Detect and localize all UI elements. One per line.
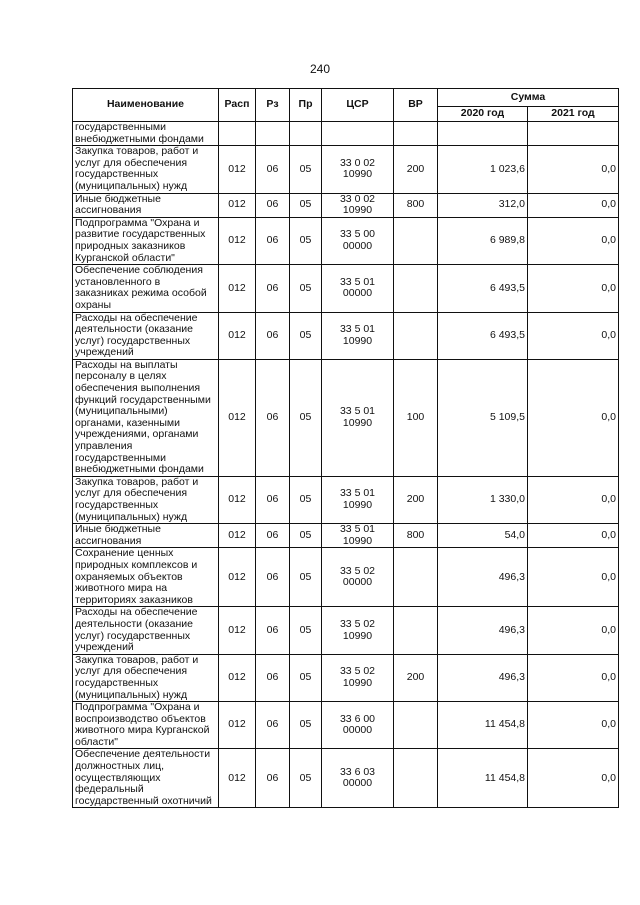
- row-name: Обеспечение соблюдения установленного в заказниках режима особой охраны: [73, 265, 219, 312]
- table-row: [73, 312, 619, 359]
- row-2021: 0,0: [528, 524, 619, 548]
- row-csr: 33 6 00 00000: [322, 702, 394, 749]
- header-rz: Рз: [256, 89, 290, 122]
- row-rasp: 012: [219, 476, 256, 523]
- row-2020: 11 454,8: [438, 702, 528, 749]
- row-2020: 6 493,5: [438, 312, 528, 359]
- row-csr: 33 5 01 00000: [322, 265, 394, 312]
- row-vr: [394, 122, 438, 146]
- row-2020: 496,3: [438, 548, 528, 607]
- row-2021: 0,0: [528, 548, 619, 607]
- page-number: 240: [309, 62, 331, 76]
- row-csr: 33 5 01 10990: [322, 359, 394, 476]
- row-2021: 0,0: [528, 146, 619, 193]
- row-2021: 0,0: [528, 702, 619, 749]
- table-row: [73, 265, 619, 312]
- row-rz: 06: [256, 193, 290, 217]
- header-vr: ВР: [394, 89, 438, 122]
- row-csr: [322, 122, 394, 146]
- row-2020: 5 109,5: [438, 359, 528, 476]
- row-vr: 800: [394, 193, 438, 217]
- table-row: [73, 654, 619, 701]
- row-name: Расходы на обеспечение деятельности (оказание услуг) государственных учреждений: [73, 607, 219, 654]
- table-row: [73, 146, 619, 193]
- row-pr: 05: [290, 524, 322, 548]
- row-vr: 200: [394, 146, 438, 193]
- row-2020: 496,3: [438, 607, 528, 654]
- row-rz: 06: [256, 312, 290, 359]
- row-pr: 05: [290, 654, 322, 701]
- table-row: [73, 476, 619, 523]
- row-name: Подпрограмма "Охрана и воспроизводство объектов животного мира Курганской области": [73, 702, 219, 749]
- budget-table: [72, 88, 619, 808]
- row-2020: 6 989,8: [438, 217, 528, 264]
- row-vr: [394, 217, 438, 264]
- row-csr: 33 5 01 10990: [322, 524, 394, 548]
- table-row: [73, 193, 619, 217]
- row-rz: 06: [256, 749, 290, 808]
- row-2021: 0,0: [528, 312, 619, 359]
- row-rasp: 012: [219, 702, 256, 749]
- row-pr: 05: [290, 217, 322, 264]
- row-name: Иные бюджетные ассигнования: [73, 193, 219, 217]
- row-rz: 06: [256, 217, 290, 264]
- row-rz: 06: [256, 607, 290, 654]
- row-name: Обеспечение деятельности должностных лиц, осуществляющих федеральный государственный охотничий: [73, 749, 219, 808]
- row-pr: 05: [290, 607, 322, 654]
- table-row: [73, 548, 619, 607]
- table-row: [73, 217, 619, 264]
- row-pr: 05: [290, 312, 322, 359]
- table-row: [73, 122, 619, 146]
- row-rz: 06: [256, 476, 290, 523]
- row-rasp: 012: [219, 524, 256, 548]
- row-rasp: 012: [219, 265, 256, 312]
- row-vr: [394, 607, 438, 654]
- row-vr: 200: [394, 476, 438, 523]
- row-name: Сохранение ценных природных комплексов и охраняемых объектов животного мира на территориях заказников: [73, 548, 219, 607]
- table-row: [73, 607, 619, 654]
- row-2020: 54,0: [438, 524, 528, 548]
- row-vr: [394, 265, 438, 312]
- row-csr: 33 0 02 10990: [322, 146, 394, 193]
- row-rasp: 012: [219, 548, 256, 607]
- header-2021: 2021 год: [528, 107, 619, 122]
- row-vr: [394, 749, 438, 808]
- row-pr: 05: [290, 193, 322, 217]
- row-2021: 0,0: [528, 359, 619, 476]
- row-rasp: 012: [219, 749, 256, 808]
- row-name: Подпрограмма "Охрана и развитие государственных природных заказников Курганской области": [73, 217, 219, 264]
- row-rz: 06: [256, 654, 290, 701]
- row-rz: 06: [256, 548, 290, 607]
- row-2021: 0,0: [528, 607, 619, 654]
- row-name: государственными внебюджетными фондами: [73, 122, 219, 146]
- row-vr: [394, 312, 438, 359]
- row-rasp: 012: [219, 607, 256, 654]
- table-row: [73, 702, 619, 749]
- row-2020: 312,0: [438, 193, 528, 217]
- row-rz: 06: [256, 702, 290, 749]
- row-rasp: 012: [219, 193, 256, 217]
- row-csr: 33 5 01 10990: [322, 312, 394, 359]
- header-name: Наименование: [73, 89, 219, 122]
- row-csr: 33 0 02 10990: [322, 193, 394, 217]
- row-name: Закупка товаров, работ и услуг для обеспечения государственных (муниципальных) нужд: [73, 146, 219, 193]
- row-2021: 0,0: [528, 749, 619, 808]
- row-name: Расходы на обеспечение деятельности (оказание услуг) государственных учреждений: [73, 312, 219, 359]
- row-rasp: 012: [219, 146, 256, 193]
- row-pr: 05: [290, 265, 322, 312]
- row-2021: 0,0: [528, 265, 619, 312]
- row-rasp: 012: [219, 359, 256, 476]
- row-2021: 0,0: [528, 193, 619, 217]
- row-2020: 1 330,0: [438, 476, 528, 523]
- row-csr: 33 5 00 00000: [322, 217, 394, 264]
- row-rz: 06: [256, 524, 290, 548]
- row-vr: [394, 548, 438, 607]
- row-vr: [394, 702, 438, 749]
- row-2020: 496,3: [438, 654, 528, 701]
- table-row: [73, 749, 619, 808]
- row-pr: 05: [290, 146, 322, 193]
- row-csr: 33 6 03 00000: [322, 749, 394, 808]
- row-rz: 06: [256, 359, 290, 476]
- row-pr: 05: [290, 359, 322, 476]
- row-csr: 33 5 01 10990: [322, 476, 394, 523]
- table-row: [73, 524, 619, 548]
- row-csr: 33 5 02 00000: [322, 548, 394, 607]
- row-2020: 1 023,6: [438, 146, 528, 193]
- row-csr: 33 5 02 10990: [322, 654, 394, 701]
- row-rasp: 012: [219, 654, 256, 701]
- header-rasp: Расп: [219, 89, 256, 122]
- header-pr: Пр: [290, 89, 322, 122]
- header-csr: ЦСР: [322, 89, 394, 122]
- row-pr: 05: [290, 548, 322, 607]
- row-rz: 06: [256, 265, 290, 312]
- row-pr: [290, 122, 322, 146]
- row-rasp: [219, 122, 256, 146]
- header-2020: 2020 год: [438, 107, 528, 122]
- row-pr: 05: [290, 749, 322, 808]
- row-name: Расходы на выплаты персоналу в целях обеспечения выполнения функций государственными (муниципальными) органами, казенными учреждениями, органами управления государственными внебюджетными фондами: [73, 359, 219, 476]
- row-2020: [438, 122, 528, 146]
- row-pr: 05: [290, 702, 322, 749]
- row-vr: 100: [394, 359, 438, 476]
- table-row: [73, 359, 619, 476]
- row-rasp: 012: [219, 217, 256, 264]
- row-2021: 0,0: [528, 654, 619, 701]
- row-name: Иные бюджетные ассигнования: [73, 524, 219, 548]
- row-vr: 200: [394, 654, 438, 701]
- header-sum: Сумма: [438, 89, 619, 107]
- row-rasp: 012: [219, 312, 256, 359]
- row-vr: 800: [394, 524, 438, 548]
- row-2020: 11 454,8: [438, 749, 528, 808]
- row-pr: 05: [290, 476, 322, 523]
- row-2021: 0,0: [528, 476, 619, 523]
- row-2021: 0,0: [528, 217, 619, 264]
- row-rz: [256, 122, 290, 146]
- row-csr: 33 5 02 10990: [322, 607, 394, 654]
- row-2021: [528, 122, 619, 146]
- row-name: Закупка товаров, работ и услуг для обеспечения государственных (муниципальных) нужд: [73, 654, 219, 701]
- row-rz: 06: [256, 146, 290, 193]
- row-name: Закупка товаров, работ и услуг для обеспечения государственных (муниципальных) нужд: [73, 476, 219, 523]
- row-2020: 6 493,5: [438, 265, 528, 312]
